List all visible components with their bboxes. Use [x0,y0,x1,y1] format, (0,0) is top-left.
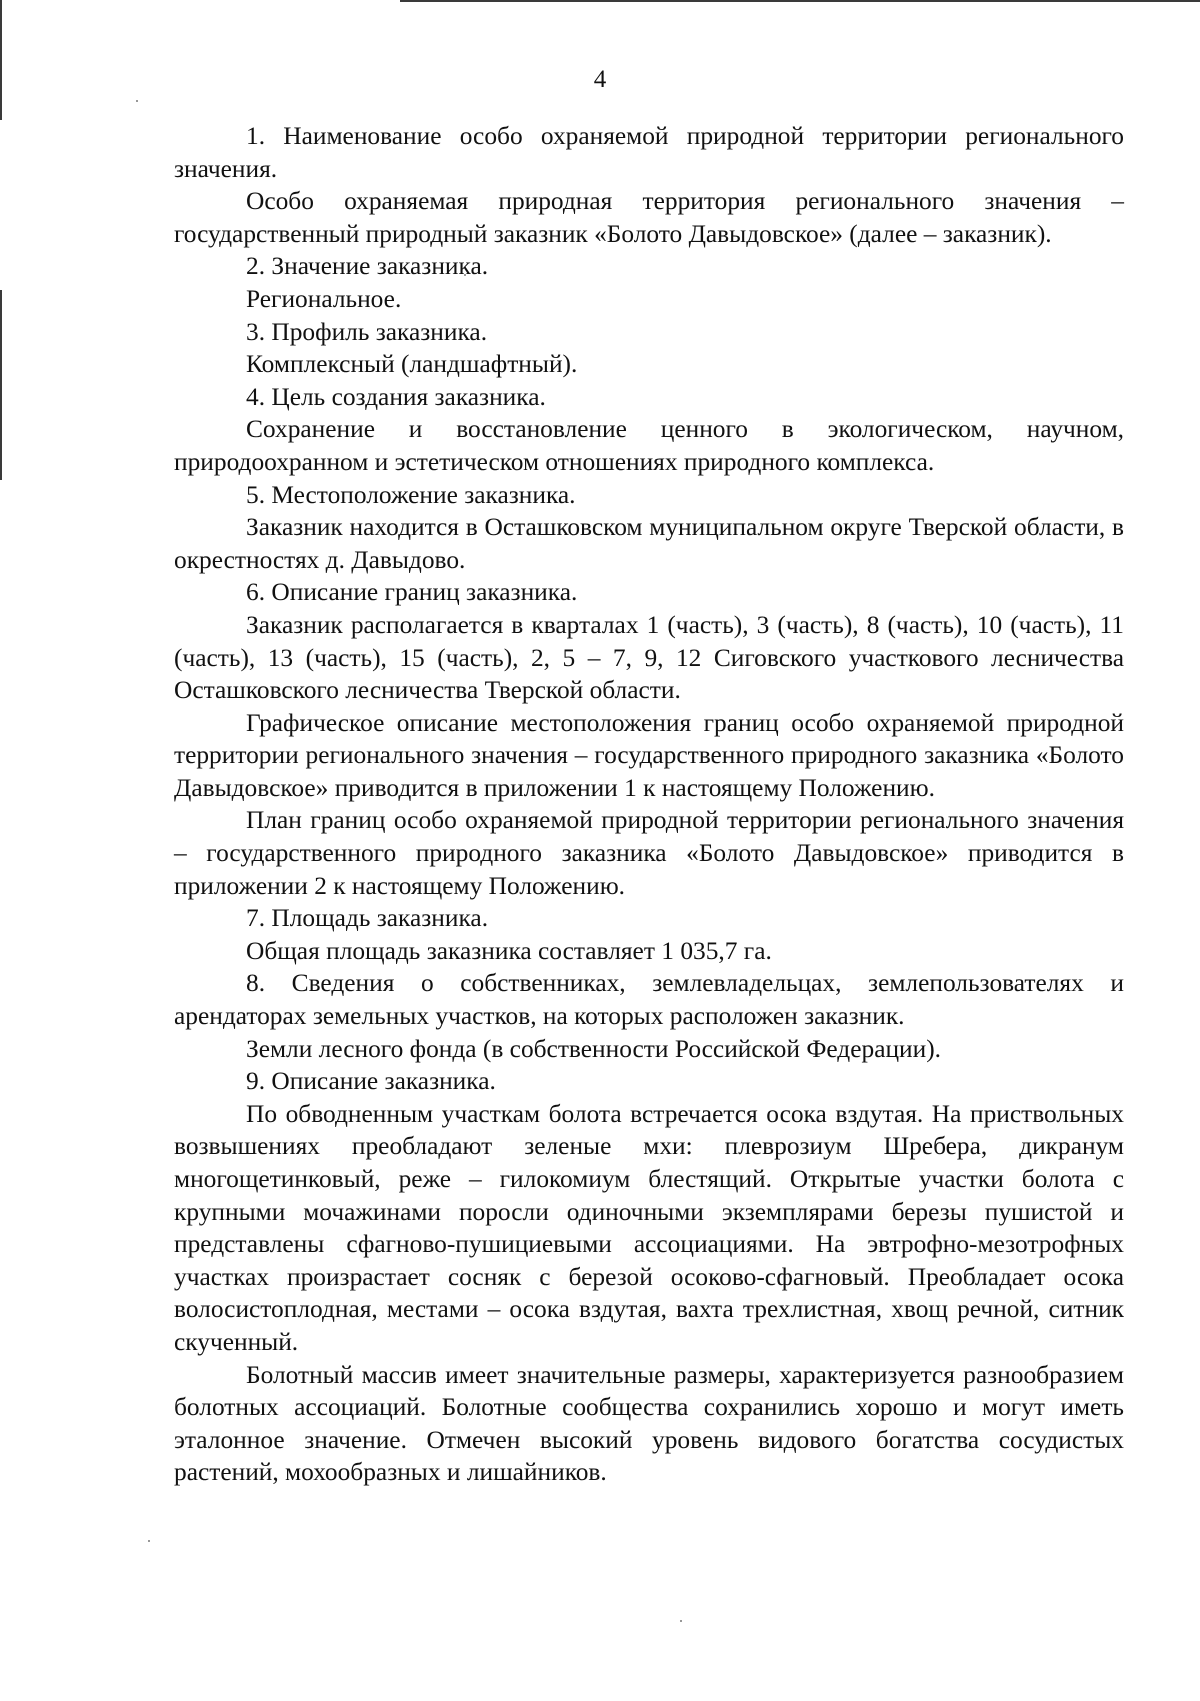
scan-edge-left [0,290,2,480]
paragraph: Региональное. [246,284,402,313]
section-heading: 2. Значение заказника. [246,252,489,281]
section-heading: 6. Описание границ заказника. [246,578,578,607]
page-number: 4 [593,66,607,93]
section-heading: 8. Сведения о собственниках, землевладельцах, землепользователях и арендаторах земельных участков, на которых расположен заказник. [174,969,1124,1031]
paragraph: Заказник находится в Осташковском муниципальном округе Тверской области, в окрестностях д. Давыдово. [174,513,1124,574]
paragraph: План границ особо охраняемой природной территории регионального значения – государственного природного заказника «Болото Давыдовское» приводится в приложении 2 к настоящему Положению. [174,806,1124,900]
section-heading: 5. Местоположение заказника. [246,480,576,509]
scan-speck [148,1540,150,1542]
paragraph: 1. Наименование особо охраняемой природной территории регионального значения. [174,122,1124,183]
paragraph: Болотный массив имеет значительные размеры, характеризуется разнообразием болотных ассоциаций. Болотные сообщества сохранились хорошо и могут иметь эталонное значение. Отмечен высокий уровень видового богатства сосудистых растений, мохообразных и лишайников. [174,1360,1124,1487]
section-heading: 3. Профиль заказника. [246,317,488,346]
section-heading: 9. Описание заказника. [246,1067,496,1096]
paragraph: Общая площадь заказника составляет 1 035,7 га. [246,936,772,965]
paragraph: Графическое описание местоположения границ особо охраняемой природной территории регионального значения – государственного природного заказника «Болото Давыдовское» приводится в приложении 1 к настоящему Положению. [174,708,1124,802]
paragraph: Сохранение и восстановление ценного в экологическом, научном, природоохранном и эстетическом отношениях природного комплекса. [174,415,1124,476]
scan-edge-left [0,0,2,120]
scan-speck [680,1620,682,1622]
paragraph: Особо охраняемая природная территория регионального значения – государственный природный заказник «Болото Давыдовское» (далее – заказник). [174,187,1124,248]
section-heading: 7. Площадь заказника. [246,904,489,933]
paragraph: Заказник располагается в кварталах 1 (часть), 3 (часть), 8 (часть), 10 (часть), 11 (часть), 13 (часть), 15 (часть), 2, 5 – 7, 9, 12 Сиговского участкового лесничества Осташковского лесничества Тверской области. [174,610,1124,705]
document-body [174,120,1124,1489]
scan-edge-top [400,0,1200,2]
paragraph: Земли лесного фонда (в собственности Российской Федерации). [246,1034,942,1063]
scan-speck [136,100,138,102]
paragraph: Комплексный (ландшафтный). [246,350,578,379]
paragraph: По обводненным участкам болота встречается осока вздутая. На приствольных возвышениях преобладают зеленые мхи: плеврозиум Шребера, дикранум многощетинковый, реже – гилокомиум блестящий. Открытые участки болота с крупными мочажинами поросли одиночными экземплярами березы пушистой и представлены сфагново-пушициевыми ассоциациями. На эвтрофно-мезотрофных участках произрастает сосняк с березой осоково-сфагновый. Преобладает осока волосистоплодная, местами – осока вздутая, вахта трехлистная, хвощ речной, ситник скученный. [174,1099,1124,1356]
section-heading: 4. Цель создания заказника. [246,382,546,411]
